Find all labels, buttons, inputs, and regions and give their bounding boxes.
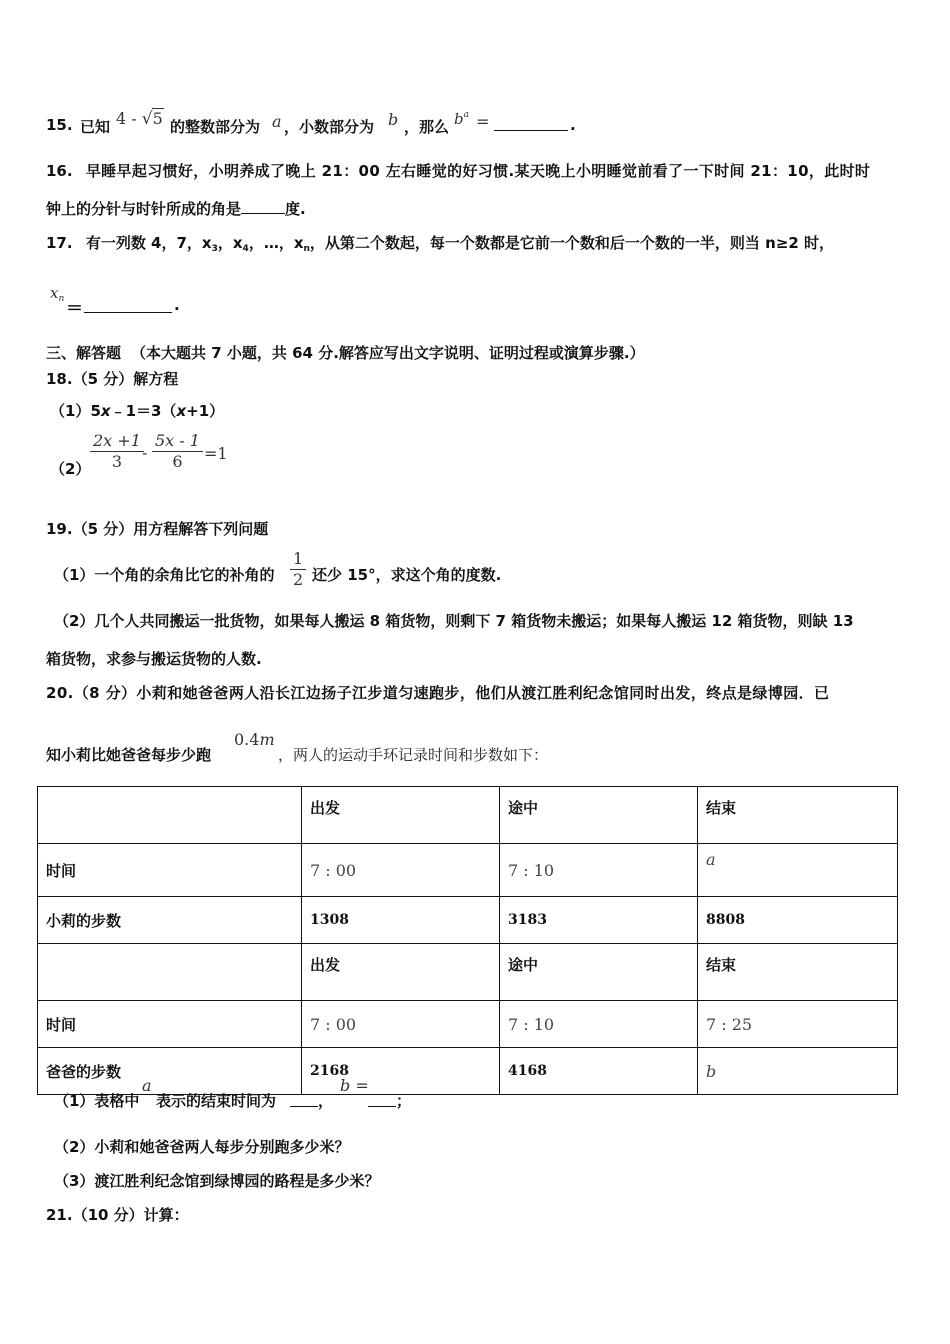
question-19-part-2: （2）几个人共同搬运一批货物，如果每人搬运 8 箱货物，则剩下 7 箱货物未搬运；如果每人搬运 12 箱货物，则缺 13 bbox=[54, 612, 854, 630]
table-cell: 4168 bbox=[500, 1048, 698, 1095]
table-cell: 7 : 25 bbox=[698, 1001, 898, 1048]
question-18-heading: 18.（5 分）解方程 bbox=[46, 370, 179, 388]
fraction-one-half: $\frac{1}{2}$ bbox=[290, 550, 306, 589]
table-cell: 7 : 10 bbox=[500, 1001, 698, 1048]
table-cell bbox=[38, 944, 302, 1001]
question-20: 20.（8 分）小莉和她爸爸两人沿长江边扬子江步道匀速跑步，他们从渡江胜利纪念馆同时出发，终点是绿博园．已 bbox=[46, 684, 830, 702]
answer-blank-b[interactable] bbox=[368, 1106, 396, 1107]
fraction-5x-minus-1-over-6: $\frac{5x - 1}{6}$ bbox=[152, 432, 203, 471]
section-heading bbox=[46, 342, 645, 363]
table-header-cell: 结束 bbox=[698, 787, 898, 844]
table-cell bbox=[38, 787, 302, 844]
power-b-a: $b^a$ bbox=[454, 110, 469, 128]
table-row bbox=[38, 1001, 898, 1048]
question-20-sub-2: （2）小莉和她爸爸两人每步分别跑多少米？ bbox=[54, 1138, 350, 1156]
distance-0.4m: 0.4m bbox=[234, 730, 275, 749]
table-header-cell: 出发 bbox=[302, 944, 500, 1001]
question-16: 16. 早睡早起习惯好，小明养成了晚上 21：00 左右睡觉的好习惯.某天晚上小明睡觉前看了一下时间 21：10，此时时 bbox=[46, 162, 871, 180]
fraction-2x-plus-1-over-3: $\frac{2x +1}{3}$ bbox=[90, 432, 144, 471]
table-cell: 3183 bbox=[500, 897, 698, 944]
table-cell: 7 : 00 bbox=[302, 844, 500, 897]
section-note: （本大题共 7 小题，共 64 分.解答应写出文字说明、证明过程或演算步骤.） bbox=[131, 344, 645, 362]
answer-blank[interactable] bbox=[84, 312, 172, 313]
table-header-row bbox=[38, 944, 898, 1001]
table-header-cell: 结束 bbox=[698, 944, 898, 1001]
question-20-sub-3: （3）渡江胜利纪念馆到绿博园的路程是多少米？ bbox=[54, 1172, 380, 1190]
table-header-row bbox=[38, 787, 898, 844]
expression-4-minus-root5: 4 - √5 bbox=[116, 109, 163, 129]
table-header-cell: 出发 bbox=[302, 787, 500, 844]
table-row bbox=[38, 1048, 898, 1095]
row-label: 爸爸的步数 bbox=[38, 1048, 302, 1095]
table-row bbox=[38, 897, 898, 944]
steps-time-table bbox=[37, 786, 898, 1095]
table-row bbox=[38, 844, 898, 897]
table-cell: 1308 bbox=[302, 897, 500, 944]
question-16-line-2: 钟上的分针与时针所成的角是 度. bbox=[46, 200, 306, 218]
question-number: 15. bbox=[46, 116, 73, 134]
question-18-part-1: （1）5x﹣1＝3（x+1） bbox=[50, 402, 225, 420]
answer-blank-a[interactable] bbox=[290, 1106, 318, 1107]
table-cell: 7 : 00 bbox=[302, 1001, 500, 1048]
question-19-heading: 19.（5 分）用方程解答下列问题 bbox=[46, 520, 269, 538]
table-cell: 8808 bbox=[698, 897, 898, 944]
row-label: 时间 bbox=[38, 1001, 302, 1048]
answer-blank[interactable] bbox=[241, 213, 285, 214]
question-number: 17. bbox=[46, 234, 73, 252]
question-number: 16. bbox=[46, 162, 73, 180]
question-17: 17. 有一列数 4，7，$x_3$，$x_4$，…，$x_n$，从第二个数起，每一个数都是它前一个数和后一个数的一半，则当 n≥2 时， bbox=[46, 234, 835, 254]
row-label: 时间 bbox=[38, 844, 302, 897]
row-label: 小莉的步数 bbox=[38, 897, 302, 944]
answer-blank[interactable] bbox=[494, 130, 568, 131]
section-title: 三、解答题 bbox=[46, 344, 122, 362]
question-21-heading: 21.（10 分）计算： bbox=[46, 1206, 189, 1224]
table-cell: b bbox=[698, 1048, 898, 1095]
question-19-part-2-line-2: 箱货物，求参与搬运货物的人数. bbox=[46, 650, 262, 668]
table-cell: 2168 bbox=[302, 1048, 500, 1095]
table-cell: a bbox=[698, 844, 898, 897]
table-header-cell: 途中 bbox=[500, 944, 698, 1001]
table-cell: 7 : 10 bbox=[500, 844, 698, 897]
table-header-cell: 途中 bbox=[500, 787, 698, 844]
